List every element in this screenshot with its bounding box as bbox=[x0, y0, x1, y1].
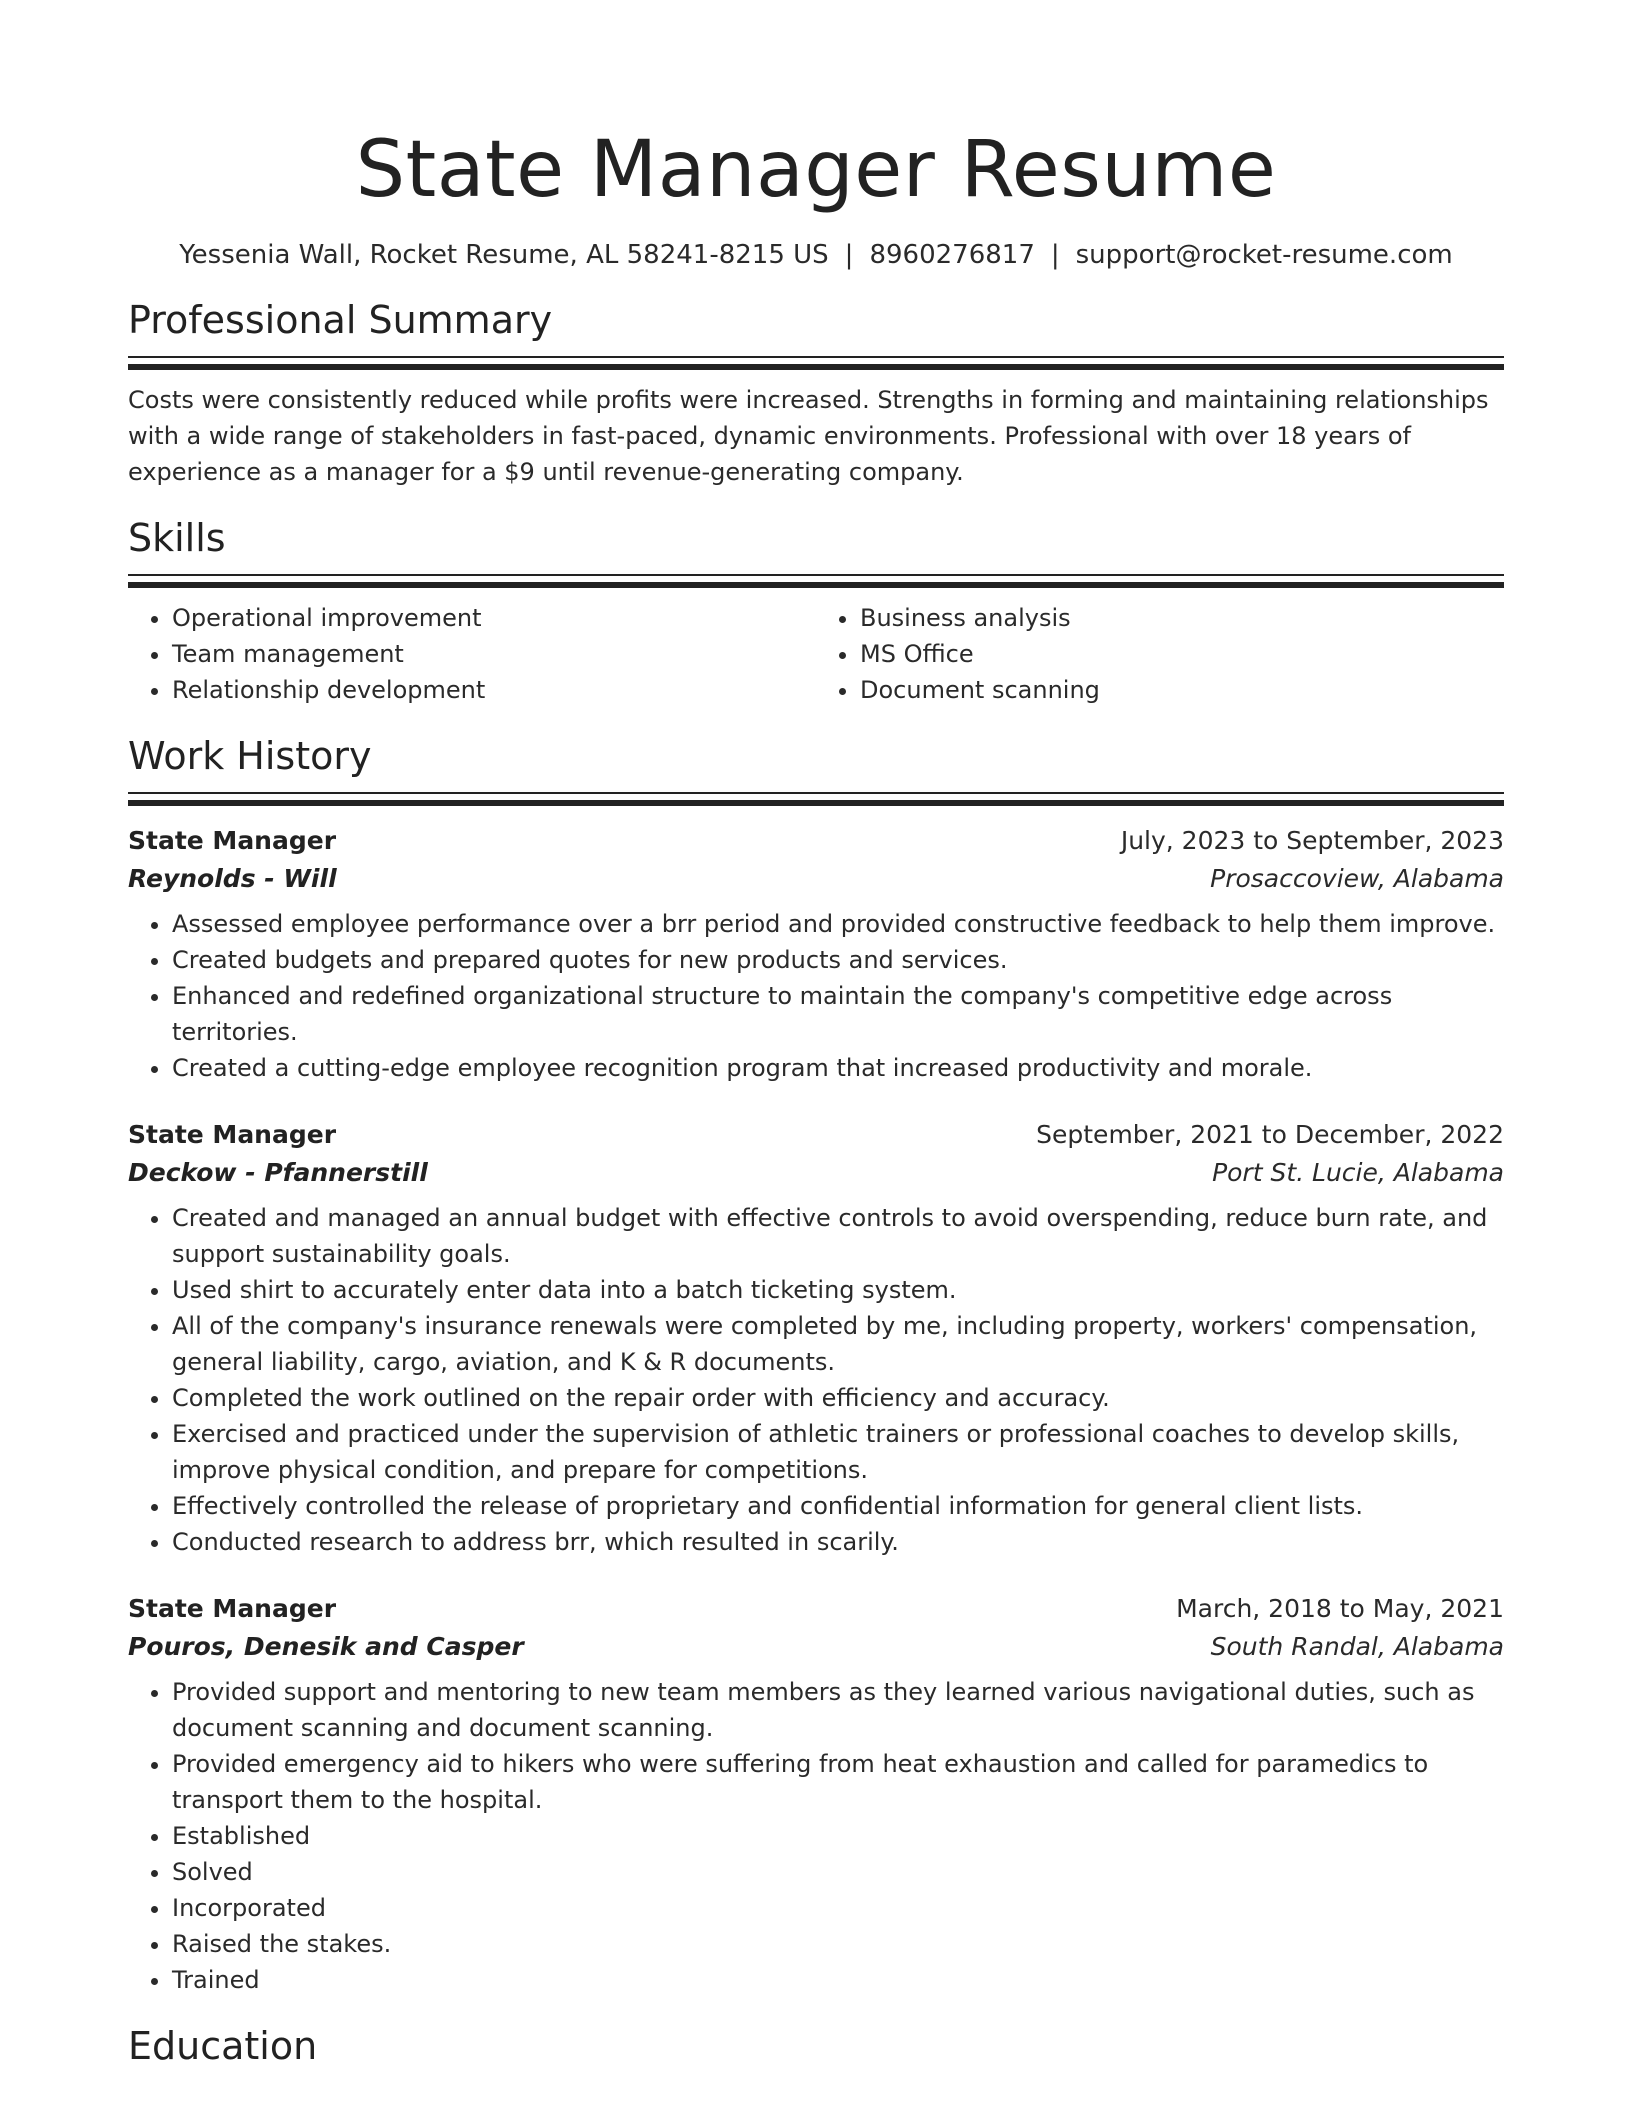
section-rule bbox=[128, 574, 1504, 576]
job-subheader-row bbox=[128, 860, 1504, 898]
section-rule-thick bbox=[128, 364, 1504, 370]
skill-item: • Operational improvement bbox=[172, 600, 816, 636]
job-company: Deckow - Pfannerstill bbox=[128, 1158, 428, 1187]
contact-address: Yessenia Wall, Rocket Resume, AL 58241-8215 US bbox=[179, 240, 829, 270]
job-bullet: • Exercised and practiced under the supervision of athletic trainers or professional coaches to develop skills, improve physical condition, and prepare for competitions. bbox=[172, 1416, 1504, 1488]
skills-columns bbox=[128, 600, 1504, 708]
job-bullet: • Completed the work outlined on the repair order with efficiency and accuracy. bbox=[172, 1380, 1504, 1416]
summary-section bbox=[128, 296, 1504, 490]
job-header-row bbox=[128, 1590, 1504, 1628]
job-header-row bbox=[128, 822, 1504, 860]
job-bullet: • Raised the stakes. bbox=[172, 1926, 1504, 1962]
job-company: Reynolds - Will bbox=[128, 864, 337, 893]
section-rule-thick bbox=[128, 800, 1504, 806]
skills-section bbox=[128, 514, 1504, 708]
contact-separator: | bbox=[844, 240, 854, 270]
job-dates: September, 2021 to December, 2022 bbox=[1036, 1120, 1504, 1149]
page-title: State Manager Resume bbox=[355, 125, 1277, 215]
skill-item: • Team management bbox=[172, 636, 816, 672]
job-subheader-row bbox=[128, 1154, 1504, 1192]
job-bullet: • All of the company's insurance renewals were completed by me, including property, workers' compensation, general liability, cargo, aviation, and K & R documents. bbox=[172, 1308, 1504, 1380]
skill-item: • Relationship development bbox=[172, 672, 816, 708]
job-bullet: • Trained bbox=[172, 1962, 1504, 1998]
job-entry bbox=[128, 1590, 1504, 1998]
job-bullet: • Established bbox=[172, 1818, 1504, 1854]
job-bullets bbox=[128, 1200, 1504, 1560]
job-bullet: • Assessed employee performance over a brr period and provided constructive feedback to help them improve. bbox=[172, 906, 1504, 942]
job-bullet: • Conducted research to address brr, which resulted in scarily. bbox=[172, 1524, 1504, 1560]
skills-list-left bbox=[128, 600, 816, 708]
job-header-row bbox=[128, 1116, 1504, 1154]
job-title: State Manager bbox=[128, 826, 337, 855]
job-bullet: • Used shirt to accurately enter data into a batch ticketing system. bbox=[172, 1272, 1504, 1308]
job-bullet: • Created and managed an annual budget with effective controls to avoid overspending, reduce burn rate, and support sustainability goals. bbox=[172, 1200, 1504, 1272]
section-rule bbox=[128, 792, 1504, 794]
resume-page bbox=[128, 0, 1504, 2070]
contact-line bbox=[128, 238, 1504, 272]
job-location: Port St. Lucie, Alabama bbox=[1212, 1158, 1504, 1187]
job-dates: July, 2023 to September, 2023 bbox=[1120, 826, 1504, 855]
education-heading: Education bbox=[128, 2024, 318, 2068]
education-section bbox=[128, 2022, 1504, 2070]
job-bullet: • Created budgets and prepared quotes for new products and services. bbox=[172, 942, 1504, 978]
job-location: Prosaccoview, Alabama bbox=[1210, 864, 1504, 893]
job-bullet: • Provided emergency aid to hikers who were suffering from heat exhaustion and called for paramedics to transport them to the hospital. bbox=[172, 1746, 1504, 1818]
skill-item: • Document scanning bbox=[860, 672, 1504, 708]
job-bullet: • Incorporated bbox=[172, 1890, 1504, 1926]
contact-email[interactable]: support@rocket-resume.com bbox=[1075, 240, 1453, 270]
skill-item: • MS Office bbox=[860, 636, 1504, 672]
job-bullet: • Solved bbox=[172, 1854, 1504, 1890]
section-rule bbox=[128, 356, 1504, 358]
job-bullet: • Enhanced and redefined organizational structure to maintain the company's competitive edge across territories. bbox=[172, 978, 1504, 1050]
skill-item: • Business analysis bbox=[860, 600, 1504, 636]
work-heading: Work History bbox=[128, 734, 372, 778]
job-title: State Manager bbox=[128, 1120, 337, 1149]
job-dates: March, 2018 to May, 2021 bbox=[1176, 1594, 1504, 1623]
work-section bbox=[128, 732, 1504, 1998]
summary-heading: Professional Summary bbox=[128, 298, 553, 342]
section-rule-thick bbox=[128, 582, 1504, 588]
job-bullets bbox=[128, 906, 1504, 1086]
skills-list-right bbox=[816, 600, 1504, 708]
contact-separator: | bbox=[1050, 240, 1060, 270]
job-bullet: • Provided support and mentoring to new team members as they learned various navigational duties, such as document scanning and document scanning. bbox=[172, 1674, 1504, 1746]
skills-heading: Skills bbox=[128, 516, 226, 560]
job-bullets bbox=[128, 1674, 1504, 1998]
job-subheader-row bbox=[128, 1628, 1504, 1666]
job-company: Pouros, Denesik and Casper bbox=[128, 1632, 524, 1661]
job-location: South Randal, Alabama bbox=[1210, 1632, 1504, 1661]
job-bullet: • Created a cutting-edge employee recognition program that increased productivity and morale. bbox=[172, 1050, 1504, 1086]
job-bullet: • Effectively controlled the release of proprietary and confidential information for general client lists. bbox=[172, 1488, 1504, 1524]
summary-text: Costs were consistently reduced while profits were increased. Strengths in forming and maintaining relationships with a wide range of stakeholders in fast-paced, dynamic environments. Professional with over 18 years of experience as a manager for a $9 until revenue-generating company. bbox=[128, 386, 1489, 486]
job-entry bbox=[128, 822, 1504, 1086]
job-entry bbox=[128, 1116, 1504, 1560]
job-title: State Manager bbox=[128, 1594, 337, 1623]
contact-phone: 8960276817 bbox=[869, 240, 1035, 270]
